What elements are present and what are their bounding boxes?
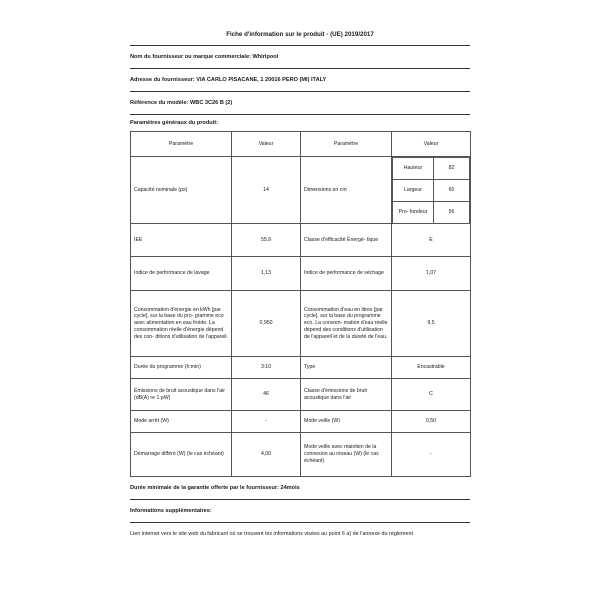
param-energy-class: Classe d'efficacité Énergé- tique	[301, 224, 392, 257]
table-row	[131, 357, 471, 379]
model-line	[130, 92, 470, 114]
param-standby-mode: Mode veille (W)	[301, 411, 392, 433]
address-line	[130, 69, 470, 91]
value-eei: 55,9	[232, 224, 301, 257]
header-value-2: Valeur	[392, 132, 471, 157]
document-title: Fiche d'information sur le produit - (UE) 2019/2017	[226, 31, 374, 38]
header-value-1: Valeur	[232, 132, 301, 157]
value-energy-consumption: 0,950	[232, 291, 301, 357]
param-water-consumption: Consommation d'eau en litres [par cycle], sur la base du programme eco. La consom- mation d'eau réelle dépend des conditions d'utilisation de l'appareil et de la dureté de l'eau.	[301, 291, 392, 357]
table-row	[131, 411, 471, 433]
param-networked-standby: Mode veille avec maintien de la connexion au réseau (W) (le cas échéant)	[301, 433, 392, 477]
dim-width-label: Largeur	[393, 180, 434, 202]
param-eei: IEE	[131, 224, 232, 257]
param-type: Type	[301, 357, 392, 379]
value-capacity: 14	[232, 157, 301, 224]
param-capacity: Capacité nominale (ps)	[131, 157, 232, 224]
dim-width-value: 60	[434, 180, 470, 202]
param-noise-emission: Émissions de bruit acoustique dans l'air (dB(A) re 1 pW)	[131, 379, 232, 411]
table-row	[131, 257, 471, 291]
value-standby-mode: 0,50	[392, 411, 471, 433]
table-row	[131, 224, 471, 257]
param-washing-index: Indice de performance de lavage	[131, 257, 232, 291]
dim-height-label: Hauteur	[393, 158, 434, 180]
product-information-sheet	[130, 28, 470, 545]
params-heading: Paramètres généraux du produit:	[130, 120, 218, 126]
link-line	[130, 523, 470, 545]
table-row	[131, 157, 471, 224]
value-noise-emission: 46	[232, 379, 301, 411]
address-text: Adresse du fournisseur: VIA CARLO PISACANE, 1 20016 PERO (MI) ITALY	[130, 77, 327, 83]
value-washing-index: 1,13	[232, 257, 301, 291]
value-drying-index: 1,07	[392, 257, 471, 291]
header-parameter-2: Paramètre	[301, 132, 392, 157]
parameters-table	[130, 131, 471, 477]
value-networked-standby: -	[392, 433, 471, 477]
param-dimensions: Dimensions en cm	[301, 157, 392, 224]
dim-height-value: 82	[434, 158, 470, 180]
param-drying-index: Indice de performance de séchage	[301, 257, 392, 291]
warranty-text: Durée minimale de la garantie offerte par le fournisseur: 24mois	[130, 485, 300, 491]
param-delay-start: Démarrage différé (W) (le cas échéant)	[131, 433, 232, 477]
dim-depth-value: 56	[434, 202, 470, 224]
value-noise-class: C	[392, 379, 471, 411]
value-type: Encastrable	[392, 357, 471, 379]
dim-depth-label: Pro- fondeur	[393, 202, 434, 224]
supplier-text: Nom du fournisseur ou marque commerciale: Whirlpool	[130, 54, 279, 60]
table-row	[131, 433, 471, 477]
value-energy-class: E	[392, 224, 471, 257]
value-water-consumption: 9,5	[392, 291, 471, 357]
param-program-duration: Durée du programme (h:min)	[131, 357, 232, 379]
params-heading-line	[130, 115, 470, 131]
table-row	[131, 379, 471, 411]
value-delay-start: 4,00	[232, 433, 301, 477]
model-text: Référence du modèle: WBC 3C26 B (2)	[130, 100, 233, 106]
link-text: Lien internet vers le site web du fabricant où se trouvent les informations visées au point 6 a) de l'annexe du règlement	[130, 531, 414, 537]
value-dimensions	[392, 157, 471, 224]
header-parameter-1: Paramètre	[131, 132, 232, 157]
supplier-line	[130, 46, 470, 68]
extra-heading-line	[130, 500, 470, 522]
table-header-row	[131, 132, 471, 157]
value-program-duration: 3:10	[232, 357, 301, 379]
param-noise-class: Classe d'émissions de bruit acoustique dans l'air	[301, 379, 392, 411]
extra-heading: Informations supplémentaires:	[130, 508, 212, 514]
param-energy-consumption: Consommation d'énergie en kWh [par cycle], sur la base du pro- gramme eco avec alimentation en eau froide. La consommation réelle d'énergie dépend des con- ditions d'utilisation de l'appareil.	[131, 291, 232, 357]
table-row	[131, 291, 471, 357]
dimensions-subtable	[392, 157, 470, 223]
value-off-mode: -	[232, 411, 301, 433]
param-off-mode: Mode arrêt (W)	[131, 411, 232, 433]
warranty-line	[130, 477, 470, 499]
